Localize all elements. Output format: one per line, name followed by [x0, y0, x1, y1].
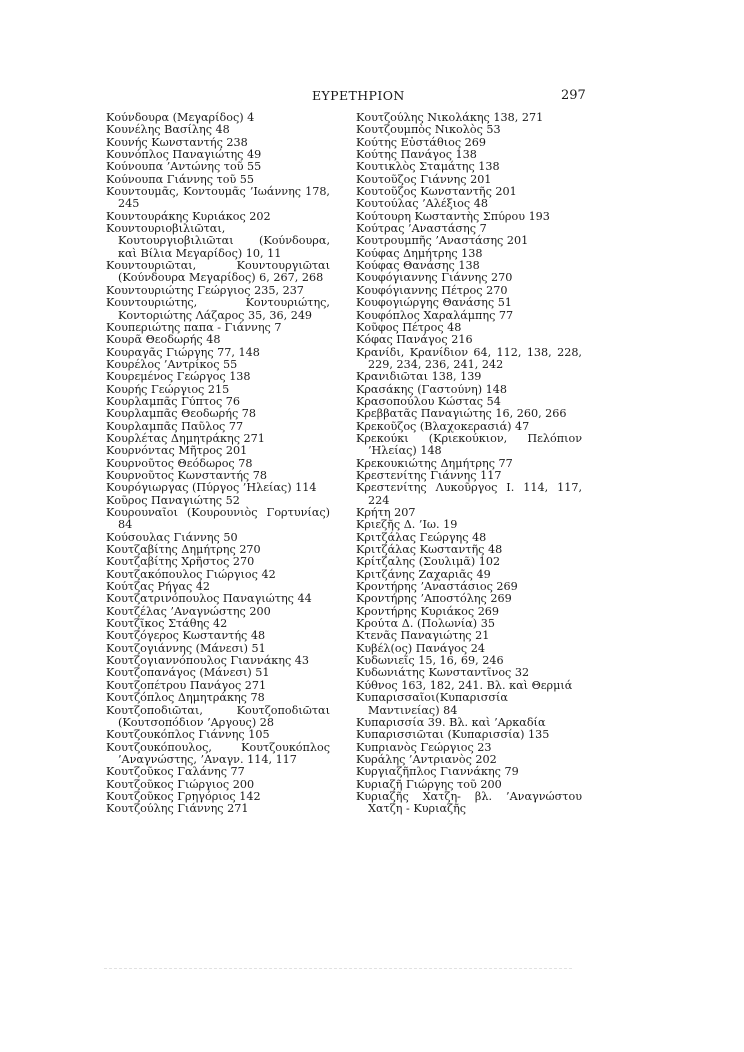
index-entry: Κουτζῖκος Στάθης 42: [106, 617, 228, 631]
index-entry: Κρεκοῦζος (Βλαχοκερασιά) 47: [356, 419, 530, 433]
index-entry: Κουφόγιαννης Πέτρος 270: [356, 283, 508, 297]
index-entry: Κοῦφος Πέτρος 48: [356, 320, 462, 334]
index-entry: Κούτουρη Κωσταντὴς Σπύρου 193: [356, 209, 550, 223]
index-entry: Κούσουλας Γιάννης 50: [106, 530, 238, 544]
index-entry: Κυπαρισσιῶται (Κυπαρισσία) 135: [356, 728, 550, 742]
index-entry: Κουτζουκόπουλος, Κουτζουκόπλος ’Αναγνώστης, ’Αναγν. 114, 117: [106, 740, 330, 766]
footer-rule: [104, 968, 572, 969]
index-entry: Κρανιδιῶται 138, 139: [356, 370, 482, 384]
index-entry: Κουντουμᾶς, Κοντουμᾶς ’Ιωάννης 178, 245: [106, 185, 330, 211]
index-entry: Κουτζοῦκος Γαλάνης 77: [106, 765, 245, 779]
index-entry: Κουτούλας ’Αλέξιος 48: [356, 197, 488, 211]
index-entry: Κουτζατρινόπουλος Παναγιώτης 44: [106, 592, 312, 606]
index-entry: Κουντουριώτης Γεώργιος 235, 237: [106, 283, 304, 297]
index-entry: Κούφας Δημήτρης 138: [356, 246, 483, 260]
index-entry: Κουτζοῦκος Γρηγόριος 142: [106, 789, 261, 803]
index-entry: Κρασάκης (Γαστούνη) 148: [356, 382, 508, 396]
index-entry: Κουνής Κωνσταντής 238: [106, 135, 248, 149]
index-entry: Κρεστενίτης Γιάννης 117: [356, 468, 502, 482]
index-entry: Κουντουριώτης, Κοντουριώτης, Κοντοριώτης Λάζαρος 35, 36, 249: [106, 296, 330, 322]
index-entry: Κρασοπούλου Κώστας 54: [356, 394, 501, 408]
index-entry: Κυπαρισσαῖοι(Κυπαρισσία Μαντινείας) 84: [356, 691, 508, 717]
index-entry: Κριτζάλας Γεώργης 48: [356, 530, 487, 544]
index-entry: Κούτζας Ρήγας 42: [106, 580, 211, 594]
index-entry: Κουτζακόπουλος Γιώργιος 42: [106, 567, 276, 581]
index-entry: Κουρνόντας Μῆτρος 201: [106, 444, 248, 458]
index-entry: Κυπριανὸς Γεώργιος 23: [356, 740, 492, 754]
index-entry: Κούνουπα Γιάννης τοῦ 55: [106, 172, 255, 186]
index-entry: Κριτζάλας Κωσταντῆς 48: [356, 543, 503, 557]
index-entry: Κουρνοῦτος Κωνσταντής 78: [106, 468, 267, 482]
index-entry: Κόφας Πανάγος 216: [356, 333, 473, 347]
index-entry: Κριτζάνης Ζαχαριᾶς 49: [356, 567, 491, 581]
index-entry: Κύθνος 163, 182, 241. Βλ. καὶ Θερμιά: [356, 678, 573, 692]
index-entry: Κουρεμένος Γεώργος 138: [106, 370, 251, 384]
index-entry: Κρεββατᾶς Παναγιώτης 16, 260, 266: [356, 407, 567, 421]
index-entry: Κουρουναῖοι (Κουρουνιὸς Γορτυνίας) 84: [106, 506, 330, 532]
index-entry: Κουτζόγερος Κωσταντής 48: [106, 629, 266, 643]
index-entry: Κουτζουμπὸς Νικολὸς 53: [356, 123, 501, 137]
index-entry: Κουτζοπέτρου Πανάγος 271: [106, 678, 267, 692]
index-entry: Κουρλαμπᾶς Παῦλος 77: [106, 419, 244, 433]
index-entry: Κουρλέτας Δημητράκης 271: [106, 431, 265, 445]
index-entry: Κουφογιώργης Θανάσης 51: [356, 296, 512, 310]
index-entry: Κούτης Πανάγος 138: [356, 148, 477, 162]
index-entry: Κουτοῦζος Γιάννης 201: [356, 172, 492, 186]
index-entry: Κουτζογιάννης (Μάνεσι) 51: [106, 641, 266, 655]
index-entry: Κουρᾶ Θεοδωρής 48: [106, 333, 221, 347]
index-entry: Κρεκούκι (Κριεκούκιον, Πελόπιον ’Ηλείας) 148: [356, 431, 582, 458]
index-entry: Κρανίδι, Κρανίδιον 64, 112, 138, 228, 229, 234, 236, 241, 242: [356, 345, 582, 371]
index-entry: Κούτης Εὐστάθιος 269: [356, 135, 486, 149]
index-entry: Κουτζογιαννόπουλος Γιαννάκης 43: [106, 654, 309, 668]
index-entry: Κουντουριῶται, Κουντουργιῶται (Κούνδουρα Μεγαρίδος) 6, 267, 268: [106, 259, 330, 285]
index-entry: Κουπεριώτης παπα - Γιάννης 7: [106, 320, 282, 334]
index-entry: Κυπαρισσία 39. Βλ. καὶ ’Αρκαδία: [356, 715, 546, 729]
index-entry: Κουτζόπλος Δημητράκης 78: [106, 691, 265, 705]
index-entry: Κουφόγιαννης Γιάννης 270: [356, 271, 513, 285]
index-entry: Κρεστενίτης Λυκοῦργος Ι. 114, 117, 224: [356, 481, 582, 507]
index-entry: Κουρλαμπᾶς Γύπτος 76: [106, 394, 241, 408]
index-entry: Κουρέλος ’Αντρίκος 55: [106, 357, 238, 371]
index-entry: Κουνόπλος Παναγιώτης 49: [106, 148, 262, 162]
index-entry: Κυδωνιάτης Κωνσταντῖνος 32: [356, 666, 530, 680]
index-entry: Κροντήρης ’Αναστάσιος 269: [356, 580, 518, 594]
index-entry: Κουντουράκης Κυριάκος 202: [106, 209, 271, 223]
index-entry: Κουρλαμπᾶς Θεοδωρής 78: [106, 407, 257, 421]
page-number: 297: [561, 88, 586, 103]
index-entry: Κούνουπα ’Αντώνης τοῦ 55: [106, 160, 262, 174]
index-entry: Κυριαζῆς Χατζη- βλ. ’Αναγνώστου Χατζη - Κυριαζῆς: [356, 789, 582, 816]
index-entry: Κουτζουκόπλος Γιάννης 105: [106, 728, 270, 742]
index-entry: Κουτζαβίτης Δημήτρης 270: [106, 543, 261, 557]
index-entry: Κυβέλ(ος) Πανάγος 24: [356, 641, 485, 655]
index-entry: Κοῦρος Παναγιώτης 52: [106, 493, 240, 507]
index-entry: Κουντουριοβιλιῶται, Κουτουργιοβιλιῶται (Κούνδουρα, καὶ Βίλια Μεγαρίδος) 10, 11: [106, 222, 330, 260]
page-header: [0, 88, 744, 104]
index-entry: Κουτζαβίτης Χρῆστος 270: [106, 555, 255, 569]
index-entry: Κουραγᾶς Γιώργης 77, 148: [106, 345, 260, 359]
index-entry: Κουρνοῦτος Θεόδωρος 78: [106, 456, 253, 470]
index-entry: Κρίτζαλης (Σουλιμᾶ) 102: [356, 555, 501, 569]
index-column-right: [356, 112, 582, 816]
index-entry: Κροντήρης ’Αποστόλης 269: [356, 592, 512, 606]
index-entry: Κροντήρης Κυριάκος 269: [356, 604, 500, 618]
index-entry: Κρήτη 207: [356, 506, 416, 519]
index-entry: Κυδωνιεῖς 15, 16, 69, 246: [356, 654, 504, 668]
index-entry: Κούφας Θανάσης 138: [356, 259, 480, 273]
index-entry: Κουνέλης Βασίλης 48: [106, 123, 230, 137]
index-entry: Κτενᾶς Παναγιώτης 21: [356, 629, 490, 643]
index-entry: Κουτζοπανάγος (Μάνεσι) 51: [106, 666, 270, 680]
index-entry: Κούτρας ’Αναστάσης 7: [356, 222, 487, 236]
index-entry: Κριεζῆς Δ. ’Ιω. 19: [356, 518, 458, 532]
index-entry: Κουφόπλος Χαραλάμπης 77: [356, 308, 514, 322]
index-entry: Κυργιαζῆπλος Γιαννάκης 79: [356, 765, 519, 779]
index-entry: Κουτζούλης Γιάννης 271: [106, 802, 249, 816]
index-column-left: [106, 112, 330, 816]
index-entry: Κούνδουρα (Μεγαρίδος) 4: [106, 111, 255, 124]
index-entry: Κουρόγιωργας (Πύργος ’Ηλείας) 114: [106, 481, 317, 495]
index-entry: Κουτοῦζος Κωνσταντῆς 201: [356, 185, 517, 199]
index-entry: Κρεκουκιώτης Δημήτρης 77: [356, 456, 513, 470]
index-entry: Κυριαζῆ Γιώργης τοῦ 200: [356, 777, 502, 791]
index-entry: Κουτζοποδιῶται, Κουτζοποδιῶται (Κουτσοπόδιον ’Αργους) 28: [106, 703, 330, 729]
index-entry: Κυράλης ’Αντριανὸς 202: [356, 752, 497, 766]
index-entry: Κουρής Γεώργιος 215: [106, 382, 230, 396]
index-entry: Κουτζοῦκος Γιώργιος 200: [106, 777, 255, 791]
index-entry: Κρούτα Δ. (Πολωνία) 35: [356, 617, 495, 631]
running-title: ΕΥΡΕΤΗΡΙΟΝ: [312, 88, 405, 103]
index-entry: Κουτρουμπῆς ’Αναστάσης 201: [356, 234, 529, 248]
index-entry: Κουτζέλας ’Αναγνώστης 200: [106, 604, 271, 618]
index-entry: Κουτικλὸς Σταμάτης 138: [356, 160, 500, 174]
index-entry: Κουτζούλης Νικολάκης 138, 271: [356, 111, 544, 124]
